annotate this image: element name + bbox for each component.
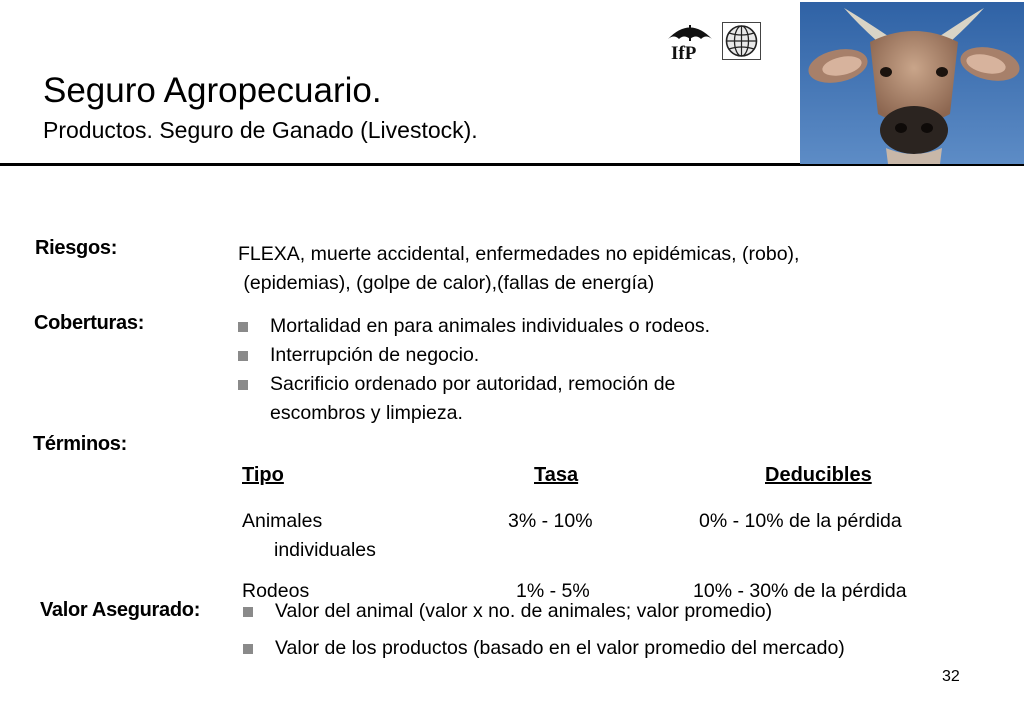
list-item-text: Sacrificio ordenado por autoridad, remoción de	[270, 373, 676, 395]
table-cell-tipo-continuation: individuales	[274, 539, 376, 561]
column-header-tasa: Tasa	[534, 464, 579, 486]
coberturas-label: Coberturas:	[34, 312, 145, 334]
list-item	[243, 634, 845, 663]
table-cell-tasa: 3% - 10%	[508, 510, 593, 532]
riesgos-line: (epidemias), (golpe de calor),(fallas de energía)	[238, 272, 655, 294]
column-header-tipo: Tipo	[242, 464, 284, 486]
page-title: Seguro Agropecuario.	[43, 71, 382, 110]
table-cell-deducibles: 0% - 10% de la pérdida	[699, 510, 902, 532]
bullet-square-icon	[243, 607, 253, 617]
list-item-text: Mortalidad en para animales individuales o rodeos.	[270, 315, 711, 337]
table-cell-deducibles: 10% - 30% de la pérdida	[693, 580, 907, 602]
coberturas-list	[238, 312, 710, 428]
list-item	[243, 597, 845, 626]
list-item-text: escombros y limpieza.	[270, 402, 463, 424]
list-item-text: Interrupción de negocio.	[270, 344, 480, 366]
table-cell-tasa: 1% - 5%	[516, 580, 590, 602]
world-bank-logo	[722, 22, 761, 60]
cow-photo	[800, 2, 1024, 164]
riesgos-label: Riesgos:	[35, 237, 118, 259]
riesgos-description	[238, 240, 799, 298]
terminos-label: Términos:	[33, 433, 127, 455]
umbrella-logo-icon	[666, 22, 714, 62]
globe-logo-icon	[722, 22, 761, 60]
valor-asegurado-label: Valor Asegurado:	[40, 599, 201, 621]
list-item	[238, 341, 710, 370]
table-cell-tipo: Animales	[242, 510, 323, 532]
bullet-square-icon	[238, 351, 248, 361]
list-item-text: Valor de los productos (basado en el valor promedio del mercado)	[275, 637, 845, 659]
ifp-logo	[666, 22, 714, 62]
list-item	[238, 312, 710, 341]
bullet-square-icon	[243, 644, 253, 654]
page-subtitle: Productos. Seguro de Ganado (Livestock).	[43, 117, 478, 143]
logo-text: IfP	[671, 43, 697, 62]
riesgos-line: FLEXA, muerte accidental, enfermedades no epidémicas, (robo),	[238, 243, 800, 265]
bullet-square-icon	[238, 322, 248, 332]
list-item	[238, 370, 710, 399]
page-number: 32	[942, 668, 960, 685]
list-item-continuation	[238, 399, 710, 428]
valor-asegurado-list	[243, 597, 845, 671]
column-header-deducibles: Deducibles	[765, 464, 872, 486]
bullet-square-icon	[238, 380, 248, 390]
list-item-text: Valor del animal (valor x no. de animales; valor promedio)	[275, 600, 773, 622]
table-cell-tipo: Rodeos	[242, 580, 310, 602]
